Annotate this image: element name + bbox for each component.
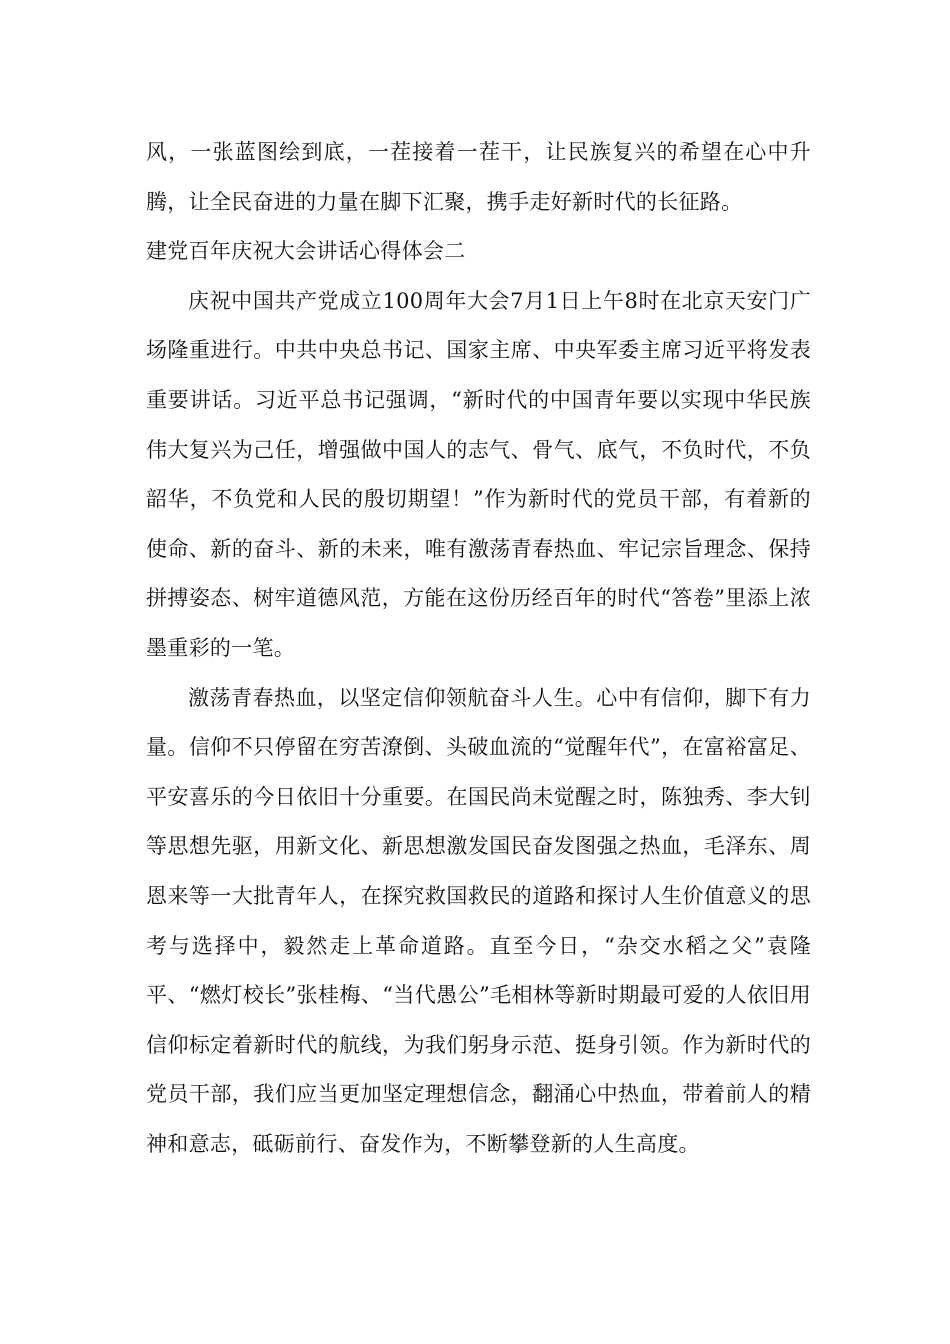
section-heading: 建党百年庆祝大会讲话心得体会二: [146, 239, 466, 264]
document-body: [146, 128, 811, 1169]
continued-paragraph: 风，一张蓝图绘到底，一茬接着一茬干，让民族复兴的希望在心中升腾，让全民奋进的力量在脚下汇聚，携手走好新时代的长征路。: [146, 140, 811, 214]
faith-paragraph: 激荡青春热血，以坚定信仰领航奋斗人生。心中有信仰，脚下有力量。信仰不只停留在穷苦潦倒、头破血流的“觉醒年代”，在富裕富足、平安喜乐的今日依旧十分重要。在国民尚未觉醒之时，陈独秀、李大钊等思想先驱，用新文化、新思想激发国民奋发图强之热血，毛泽东、周恩来等一大批青年人，在探究救国救民的道路和探讨人生价值意义的思考与选择中，毅然走上革命道路。直至今日，“杂交水稻之父”袁隆平、“燃灯校长”张桂梅、“当代愚公”毛相林等新时期最可爱的人依旧用信仰标定着新时代的航线，为我们躬身示范、挺身引领。作为新时代的党员干部，我们应当更加坚定理想信念，翻涌心中热血，带着前人的精神和意志，砥砺前行、奋发作为，不断攀登新的人生高度。: [146, 685, 811, 1156]
intro-paragraph: 庆祝中国共产党成立100周年大会7月1日上午8时在北京天安门广场隆重进行。中共中央总书记、国家主席、中央军委主席习近平将发表重要讲话。习近平总书记强调，“新时代的中国青年要以实现中华民族伟大复兴为己任，增强做中国人的志气、骨气、底气，不负时代，不负韶华，不负党和人民的殷切期望！”作为新时代的党员干部，有着新的使命、新的奋斗、新的未来，唯有激荡青春热血、牢记宗旨理念、保持拼搏姿态、树牢道德风范，方能在这份历经百年的时代“答卷”里添上浓墨重彩的一笔。: [146, 288, 811, 660]
